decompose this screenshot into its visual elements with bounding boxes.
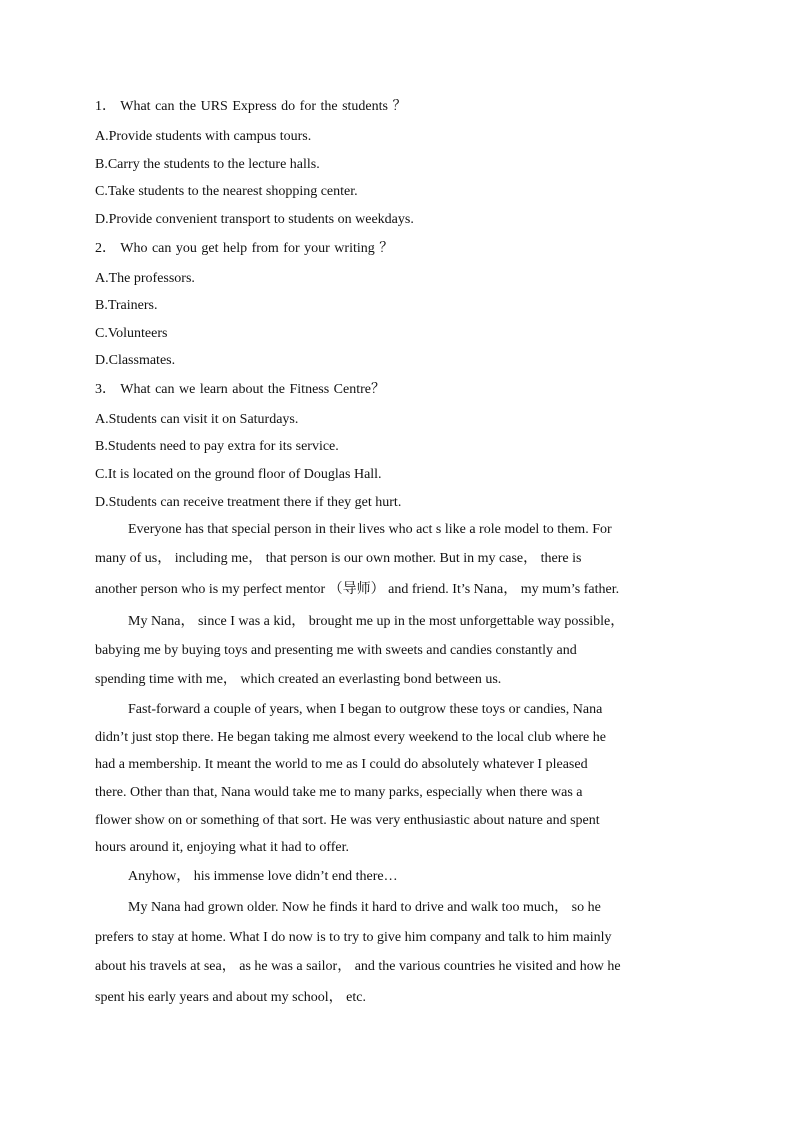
passage-p3-line-6: hours around it, enjoying what it had to offer. [95, 840, 350, 855]
passage-p4-line-1: Anyhow， his immense love didn’t end there… [128, 869, 398, 884]
question-2-option-d: D.Classmates. [95, 353, 176, 368]
passage-p2-line-3: spending time with me， which created an everlasting bond between us. [95, 672, 502, 687]
question-3-option-a: A.Students can visit it on Saturdays. [95, 412, 299, 427]
passage-p5-line-4: spent his early years and about my school， etc. [95, 990, 366, 1005]
question-1-stem: 1． What can the URS Express do for the students ？ [95, 99, 407, 114]
passage-p3-line-2: didn’t just stop there. He began taking me almost every weekend to the local club where he [95, 730, 606, 745]
question-2-option-c: C.Volunteers [95, 326, 168, 341]
question-2-option-a: A.The professors. [95, 271, 195, 286]
question-3-option-d: D.Students can receive treatment there if they get hurt. [95, 495, 402, 510]
passage-p5-line-2: prefers to stay at home. What I do now is to try to give him company and talk to him mainly [95, 930, 612, 945]
question-1-option-a: A.Provide students with campus tours. [95, 129, 312, 144]
question-1-option-b: B.Carry the students to the lecture halls. [95, 157, 320, 172]
question-3-option-c: C.It is located on the ground floor of Douglas Hall. [95, 467, 382, 482]
passage-p3-line-1: Fast-forward a couple of years, when I began to outgrow these toys or candies, Nana [128, 702, 603, 717]
passage-p1-line-2: many of us， including me， that person is our own mother. But in my case， there is [95, 551, 582, 566]
passage-p1-line-1: Everyone has that special person in their lives who act s like a role model to them. For [128, 522, 612, 537]
passage-p3-line-5: flower show on or something of that sort. He was very enthusiastic about nature and spent [95, 813, 600, 828]
question-1-option-c: C.Take students to the nearest shopping center. [95, 184, 358, 199]
passage-p1-line-3: another person who is my perfect mentor （导师） and friend. It’s Nana， my mum’s father. [95, 582, 620, 597]
passage-p5-line-1: My Nana had grown older. Now he finds it hard to drive and walk too much， so he [128, 900, 601, 915]
question-3-stem: 3． What can we learn about the Fitness Centre？ [95, 382, 385, 397]
passage-p3-line-4: there. Other than that, Nana would take me to many parks, especially when there was a [95, 785, 583, 800]
passage-p3-line-3: had a membership. It meant the world to me as I could do absolutely whatever I pleased [95, 757, 588, 772]
question-3-option-b: B.Students need to pay extra for its service. [95, 439, 339, 454]
passage-p2-line-1: My Nana， since I was a kid， brought me up in the most unforgettable way possible， [128, 614, 625, 629]
passage-p2-line-2: babying me by buying toys and presenting me with sweets and candies constantly and [95, 643, 577, 658]
passage-p5-line-3: about his travels at sea， as he was a sailor， and the various countries he visited and how he [95, 959, 621, 974]
question-1-option-d: D.Provide convenient transport to students on weekdays. [95, 212, 414, 227]
question-2-stem: 2． Who can you get help from for your writing ？ [95, 241, 394, 256]
question-2-option-b: B.Trainers. [95, 298, 158, 313]
